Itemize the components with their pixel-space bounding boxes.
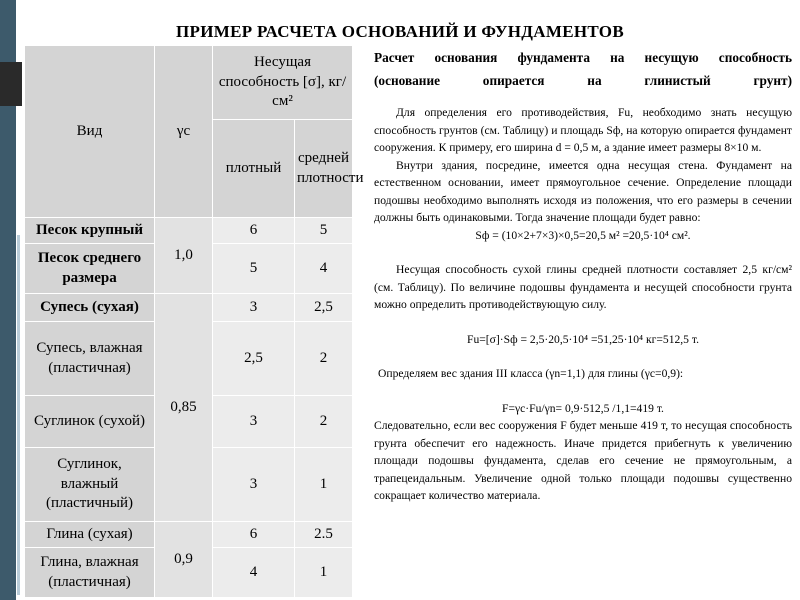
- paragraph: Внутри здания, посредине, имеется одна несущая стена. Фундамент на естественном основании, имеет прямоугольное сечение. Определение площади подошвы необходимо выполнять исходя из положения, что его размеры в сечении должны быть одинаковыми. Тогда значение площади будет равно:: [374, 158, 792, 224]
- page-title: ПРИМЕР РАСЧЕТА ОСНОВАНИЙ И ФУНДАМЕНТОВ: [176, 22, 624, 41]
- row-dense: 6: [213, 218, 295, 244]
- row-medium: 2,5: [295, 294, 353, 322]
- row-medium: 2: [295, 396, 353, 448]
- row-kind: Суглинок, влажный (пластичный): [25, 448, 155, 522]
- intro-line: (основание опирается на глинистый грунт): [374, 73, 792, 88]
- row-dense: 3: [213, 448, 295, 522]
- row-dense: 3: [213, 396, 295, 448]
- row-medium: 1: [295, 448, 353, 522]
- row-dense: 3: [213, 294, 295, 322]
- paragraph: Несущая способность сухой глины средней плотности составляет 2,5 кг/см² (см. Таблицу). По величине подошвы фундамента и несущей способности грунта можно определить противодействующую силу.: [374, 263, 792, 311]
- left-decor-line: [17, 235, 20, 595]
- header-gamma: γс: [155, 46, 213, 218]
- row-medium: 5: [295, 218, 353, 244]
- row-medium: 2: [295, 322, 353, 396]
- row-gamma: 0,85: [155, 294, 213, 522]
- paragraph: Следовательно, если вес сооружения F будет меньше 419 т, то несущая способность грунта обеспечит его надежность. Иначе придется прибегнуть к увеличению площади подошвы фундамента, сделав его сечение не прямоугольным, а трапецеидальным. Увеличение одной только площади подошвы существенно сокращает количество материала.: [374, 419, 792, 502]
- row-kind: Суглинок (сухой): [25, 396, 155, 448]
- row-kind: Глина, влажная (пластичная): [25, 548, 155, 598]
- row-dense: 2,5: [213, 322, 295, 396]
- header-capacity: Несущая способность [σ], кг/см²: [213, 46, 353, 120]
- row-medium: 1: [295, 548, 353, 598]
- row-gamma: 0,9: [155, 522, 213, 598]
- intro-heading: [374, 46, 792, 92]
- paragraph: Для определения его противодействия, Fu, необходимо знать несущую способность грунтов (см. Таблицу) и площадь Sф, на которую опирается фундамент сооружения. К примеру, его ширина d = 0,5 м, а здание имеет размеры 8×10 м.: [374, 106, 792, 154]
- row-gamma: 1,0: [155, 218, 213, 294]
- row-dense: 5: [213, 244, 295, 294]
- row-dense: 4: [213, 548, 295, 598]
- row-kind: Песок среднего размера: [25, 244, 155, 294]
- header-dense: плотный: [213, 120, 295, 218]
- row-kind: Глина (сухая): [25, 522, 155, 548]
- intro-line: Расчет основания фундамента на несущую способность: [374, 50, 792, 65]
- row-medium: 4: [295, 244, 353, 294]
- header-medium: средней плотности: [295, 120, 353, 218]
- formula: F=γc·Fu/γn= 0,9·512,5 /1,1=419 т.: [502, 401, 664, 415]
- explanation-text: [374, 46, 792, 505]
- soil-capacity-table: [24, 45, 364, 598]
- row-kind: Супесь (сухая): [25, 294, 155, 322]
- formula: Sф = (10×2+7×3)×0,5=20,5 м² =20,5·10⁴ см².: [475, 228, 691, 242]
- left-decor-tab: [0, 62, 22, 106]
- row-dense: 6: [213, 522, 295, 548]
- row-kind: Супесь, влажная (пластичная): [25, 322, 155, 396]
- row-kind: Песок крупный: [25, 218, 155, 244]
- row-medium: 2.5: [295, 522, 353, 548]
- paragraph: Определяем вес здания III класса (γn=1,1) для глины (γc=0,9):: [378, 367, 684, 380]
- formula: Fu=[σ]·Sф = 2,5·20,5·10⁴ =51,25·10⁴ кг=512,5 т.: [467, 332, 699, 346]
- header-kind: Вид: [25, 46, 155, 218]
